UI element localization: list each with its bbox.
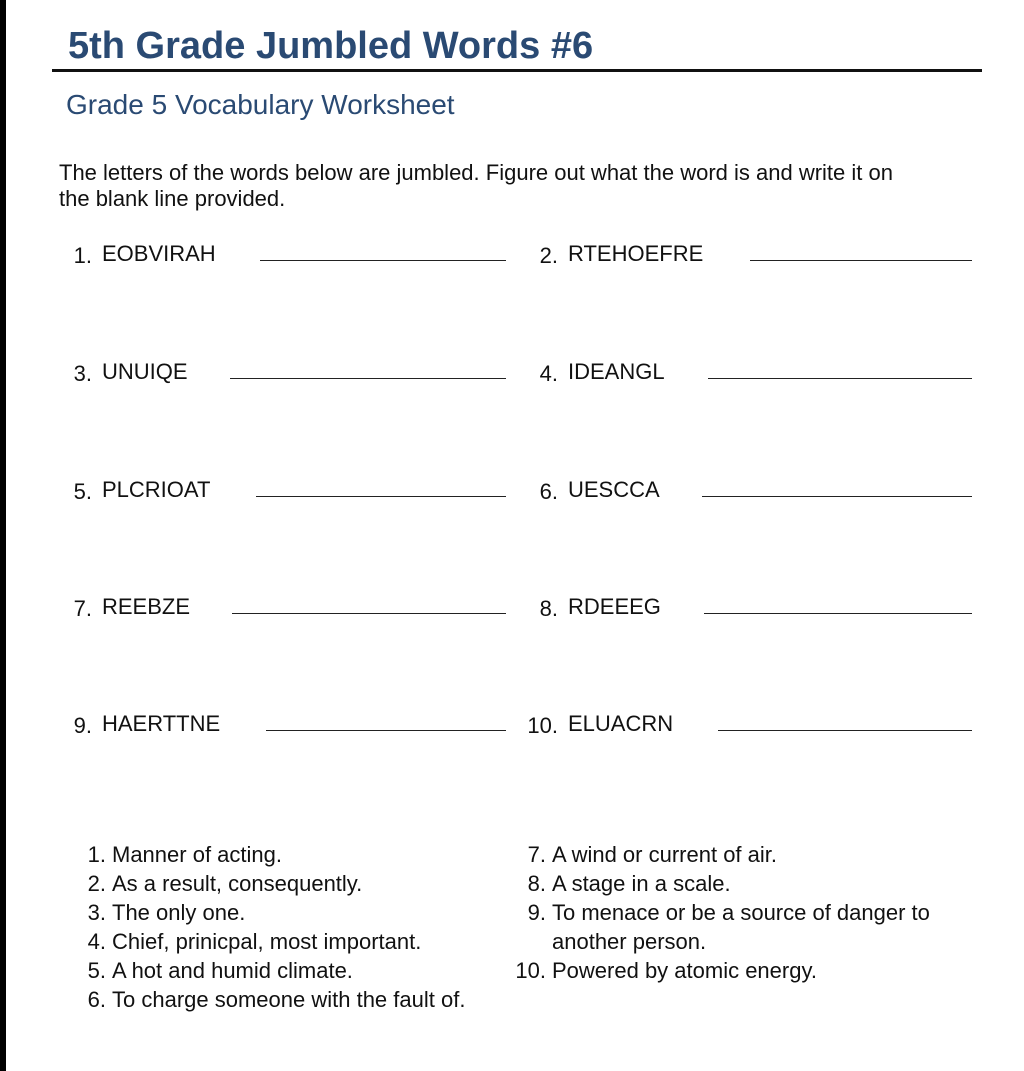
definitions-right-column xyxy=(500,840,970,985)
jumbled-word: ELUACRN xyxy=(568,711,674,736)
puzzle-number: 5. xyxy=(73,479,92,504)
definition-item-1 xyxy=(60,840,520,869)
definition-item-2 xyxy=(60,869,520,898)
answer-blank[interactable] xyxy=(230,378,506,379)
definition-number: 10. xyxy=(515,958,546,983)
definition-text: A wind or current of air. xyxy=(552,842,777,867)
definition-text: A stage in a scale. xyxy=(552,871,731,896)
definition-text: Chief, prinicpal, most important. xyxy=(112,929,422,954)
puzzle-item-9 xyxy=(58,703,506,743)
answer-blank[interactable] xyxy=(260,260,506,261)
jumbled-word: IDEANGL xyxy=(568,359,665,384)
definition-number: 6. xyxy=(87,987,106,1012)
definition-text: To charge someone with the fault of. xyxy=(112,987,466,1012)
answer-blank[interactable] xyxy=(266,730,506,731)
puzzle-number: 7. xyxy=(73,596,92,621)
definition-number: 3. xyxy=(87,900,106,925)
answer-blank[interactable] xyxy=(750,260,972,261)
definitions-left-column xyxy=(60,840,520,1014)
definition-number: 1. xyxy=(87,842,106,867)
answer-blank[interactable] xyxy=(256,496,506,497)
puzzle-item-6 xyxy=(524,469,972,509)
definition-item-7 xyxy=(500,840,970,869)
puzzle-number: 1. xyxy=(73,243,92,268)
puzzle-number: 3. xyxy=(73,361,92,386)
jumbled-word: EOBVIRAH xyxy=(102,241,216,266)
answer-blank[interactable] xyxy=(704,613,972,614)
jumbled-word: UESCCA xyxy=(568,477,660,502)
puzzle-item-8 xyxy=(524,586,972,626)
jumbled-word: HAERTTNE xyxy=(102,711,221,736)
definition-number: 7. xyxy=(527,842,546,867)
jumbled-word: REEBZE xyxy=(102,594,191,619)
definition-item-3 xyxy=(60,898,520,927)
puzzle-number: 4. xyxy=(539,361,558,386)
definition-number: 2. xyxy=(87,871,106,896)
puzzle-number: 8. xyxy=(539,596,558,621)
answer-blank[interactable] xyxy=(702,496,972,497)
definition-text: The only one. xyxy=(112,900,246,925)
jumbled-word: PLCRIOAT xyxy=(102,477,211,502)
puzzle-number: 2. xyxy=(539,243,558,268)
puzzle-item-3 xyxy=(58,351,506,391)
definition-text: Manner of acting. xyxy=(112,842,282,867)
definition-item-9 xyxy=(500,898,950,956)
puzzle-item-2 xyxy=(524,233,972,273)
definition-text: As a result, consequently. xyxy=(112,871,363,896)
definition-number: 9. xyxy=(527,900,546,925)
definition-number: 8. xyxy=(527,871,546,896)
answer-blank[interactable] xyxy=(708,378,972,379)
puzzle-item-4 xyxy=(524,351,972,391)
puzzle-item-10 xyxy=(524,703,972,743)
left-edge-bar xyxy=(0,0,6,1071)
definition-number: 5. xyxy=(87,958,106,983)
puzzle-number: 6. xyxy=(539,479,558,504)
worksheet-title: 5th Grade Jumbled Words #6 xyxy=(68,25,594,67)
definition-item-4 xyxy=(60,927,520,956)
puzzle-item-7 xyxy=(58,586,506,626)
definition-item-6 xyxy=(60,985,520,1014)
jumbled-word: UNUIQE xyxy=(102,359,188,384)
answer-blank[interactable] xyxy=(718,730,972,731)
definition-item-8 xyxy=(500,869,970,898)
puzzle-number: 10. xyxy=(527,713,558,738)
definition-text: A hot and humid climate. xyxy=(112,958,353,983)
jumbled-word: RDEEEG xyxy=(568,594,661,619)
definition-text: To menace or be a source of danger to another person. xyxy=(552,900,930,954)
puzzle-item-1 xyxy=(58,233,506,273)
definition-item-5 xyxy=(60,956,520,985)
worksheet-subtitle: Grade 5 Vocabulary Worksheet xyxy=(66,89,455,120)
jumbled-word: RTEHOEFRE xyxy=(568,241,704,266)
instructions-text: The letters of the words below are jumbled. Figure out what the word is and write it on the blank line provided. xyxy=(59,160,893,211)
definition-number: 4. xyxy=(87,929,106,954)
answer-blank[interactable] xyxy=(232,613,506,614)
puzzle-number: 9. xyxy=(73,713,92,738)
puzzle-item-5 xyxy=(58,469,506,509)
definition-text: Powered by atomic energy. xyxy=(552,958,817,983)
title-divider xyxy=(52,69,982,72)
definition-item-10 xyxy=(500,956,970,985)
